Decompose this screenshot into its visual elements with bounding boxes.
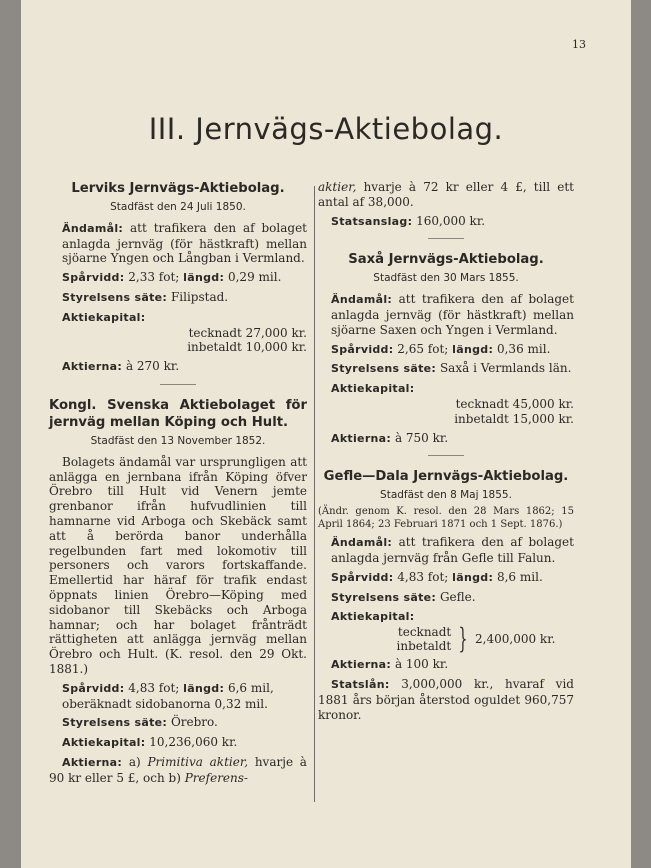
koping-heading: Kongl. Svenska Aktiebolaget för jernväg mellan Köping och Hult. bbox=[49, 397, 307, 430]
section-separator bbox=[428, 238, 464, 239]
gefle-inbetaldt: inbetaldt bbox=[396, 639, 452, 654]
gefle-andringar: (Ändr. genom K. resol. den 28 Mars 1862; 15 April 1864; 23 Februari 1871 och 1 Sept. 1876.) bbox=[318, 506, 574, 531]
lerviks-aktiekapital-label: Aktiekapital: bbox=[62, 310, 146, 324]
gefle-heading: Gefle—Dala Jernvägs-Aktiebolag. bbox=[323, 469, 569, 485]
gefle-tecknadt: tecknadt bbox=[397, 625, 452, 640]
right-column bbox=[318, 180, 574, 722]
gefle-aktierna: Aktierna: à 100 kr. bbox=[331, 657, 449, 672]
saxa-inbetaldt: inbetaldt 15,000 kr. bbox=[454, 411, 574, 426]
koping-statsanslag: Statsanslag: 160,000 kr. bbox=[331, 213, 486, 228]
koping-aktierna: Aktierna: a) Primitiva aktier, hvarje à 90 kr eller 5 £, och b) Preferens- bbox=[49, 754, 307, 785]
saxa-aktierna: Aktierna: à 750 kr. bbox=[331, 430, 449, 445]
koping-aktiekapital: Aktiekapital: 10,236,060 kr. bbox=[62, 735, 238, 750]
gefle-kapital-sum: 2,400,000 kr. bbox=[475, 631, 556, 646]
column-divider bbox=[314, 186, 315, 802]
lerviks-heading: Lerviks Jernvägs-Aktiebolag. bbox=[71, 181, 285, 196]
koping-stadfast: Stadfäst den 13 November 1852. bbox=[90, 434, 266, 447]
gefle-aktiekapital-label: Aktiekapital: bbox=[331, 610, 415, 624]
gefle-sate: Styrelsens säte: Gefle. bbox=[331, 589, 476, 604]
saxa-andamal: Ändamål: att trafikera den af bolaget anlagda jernväg (för hästkraft) mellan sjöarne Saxen och Yngen i Vermland. bbox=[331, 292, 574, 337]
koping-sparvidd: Spårvidd: 4,83 fot; längd: 6,6 mil, oberäknadt sidobanorna 0,32 mil. bbox=[62, 680, 274, 711]
lerviks-sparvidd: Spårvidd: 2,33 fot; längd: 0,29 mil. bbox=[62, 270, 282, 285]
section-separator bbox=[428, 455, 464, 456]
saxa-aktiekapital-label: Aktiekapital: bbox=[331, 382, 415, 396]
left-column bbox=[49, 180, 307, 786]
lerviks-aktierna: Aktierna: à 270 kr. bbox=[62, 359, 180, 374]
koping-sate: Styrelsens säte: Örebro. bbox=[62, 715, 218, 730]
saxa-sparvidd: Spårvidd: 2,65 fot; längd: 0,36 mil. bbox=[331, 341, 551, 356]
koping-continuation: aktier, hvarje à 72 kr eller 4 £, till ett antal af 38,000. bbox=[318, 180, 574, 209]
gefle-stadfast: Stadfäst den 8 Maj 1855. bbox=[380, 489, 512, 502]
saxa-stadfast: Stadfäst den 30 Mars 1855. bbox=[373, 272, 519, 285]
saxa-heading: Saxå Jernvägs-Aktiebolag. bbox=[348, 252, 544, 268]
gefle-sparvidd: Spårvidd: 4,83 fot; längd: 8,6 mil. bbox=[331, 569, 543, 584]
saxa-sate: Styrelsens säte: Saxå i Vermlands län. bbox=[331, 361, 572, 376]
chapter-title: III. Jernvägs-Aktiebolag. bbox=[148, 112, 504, 146]
lerviks-inbetaldt: inbetaldt 10,000 kr. bbox=[187, 340, 307, 355]
gefle-aktiekapital-brace bbox=[378, 622, 574, 656]
gefle-statslan: Statslån: 3,000,000 kr., hvaraf vid 1881 års början återstod oguldet 960,757 kronor. bbox=[318, 676, 574, 722]
book-page bbox=[21, 0, 631, 868]
lerviks-andamal: Ändamål: att trafikera den af bolaget anlagda jernväg (för hästkraft) mellan sjöarne Yngen och Långban i Vermland. bbox=[62, 220, 307, 266]
gefle-andamal: Ändamål: att trafikera den af bolaget anlagda jernväg från Gefle till Falun. bbox=[331, 535, 574, 565]
lerviks-tecknadt: tecknadt 27,000 kr. bbox=[188, 325, 307, 340]
section-separator bbox=[160, 384, 196, 385]
lerviks-sate: Styrelsens säte: Filipstad. bbox=[62, 289, 229, 304]
saxa-tecknadt: tecknadt 45,000 kr. bbox=[455, 396, 574, 411]
koping-body: Bolagets ändamål var ursprungligen att anlägga en jernbana ifrån Köping öfver Örebro till Hult vid Venern jemte grenbanor ifrån hufvudlinien till hamnarne vid Arboga och Skebäck samt att å berörda banor underhålla regelbunden fart med lokomotiv till personers och varors fortskaffande. Emellertid har häraf för trafik endast öppnats linien Örebro—Köping med sidobanor till Skebäcks och Arboga hamnar; och har bolaget frånträdt rättigheten att anlägga jernväg mellan Örebro och Hult. (K. resol. den 29 Okt. 1881.) bbox=[49, 454, 307, 676]
curly-brace-icon: } bbox=[458, 622, 468, 656]
page-number: 13 bbox=[572, 38, 586, 51]
lerviks-stadfast: Stadfäst den 24 Juli 1850. bbox=[110, 201, 246, 213]
